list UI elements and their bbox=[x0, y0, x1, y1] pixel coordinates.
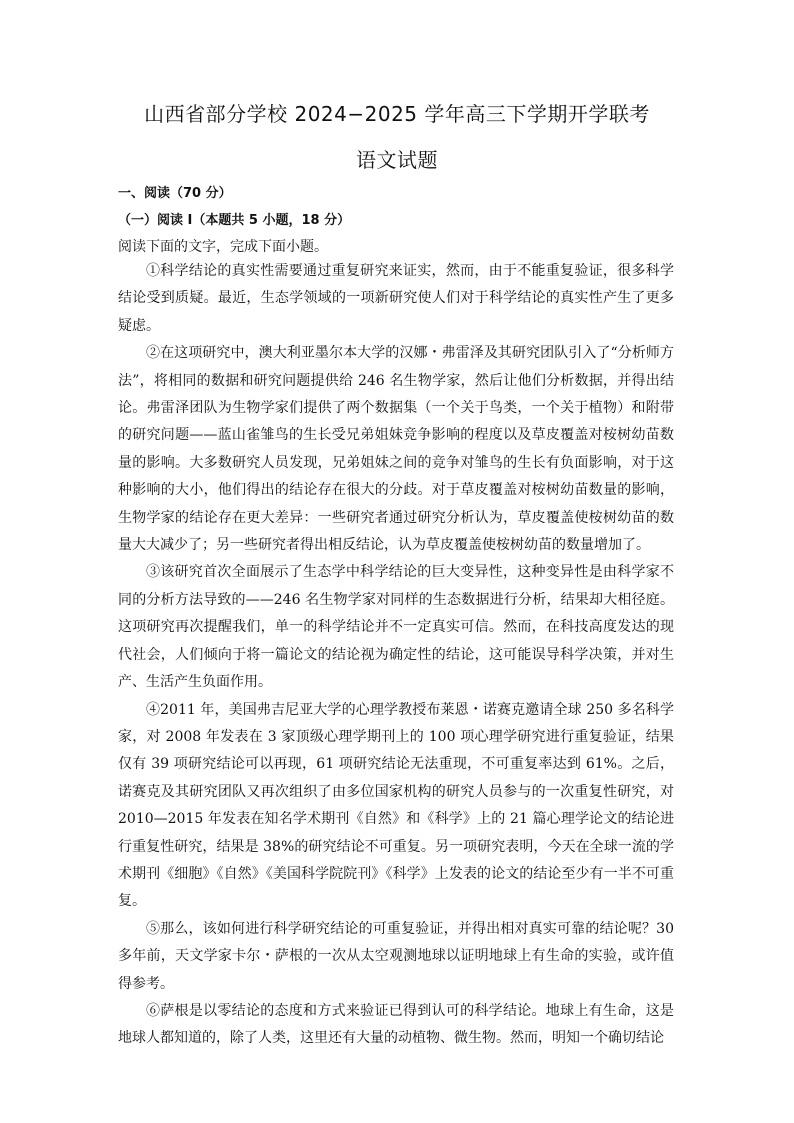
paragraph-6: ⑥萨根是以零结论的态度和方式来验证已得到认可的科学结论。地球上有生命，这是地球人都知道的，除了人类，这里还有大量的动植物、微生物。然而，明知一个确切结论 bbox=[118, 1002, 674, 1047]
passage-body bbox=[118, 258, 674, 1053]
paragraph-4: ④2011 年，美国弗吉尼亚大学的心理学教授布莱恩・诺赛克邀请全球 250 多名科学家，对 2008 年发表在 3 家顶级心理学期刊上的 100 项心理学研究进行重复验证，结果仅有 39 项研究结论可以再现，61 项研究结论无法重现，不可重复率达到 61%。之后，诺赛克及其研究团队又再次组织了由多位国家机构的研究人员参与的一次重复性研究，对 2010—2015 年发表在知名学术期刊《自然》和《科学》上的 21 篇心理学论文的结论进行重复性研究，结果是 38%的研究结论不可重复。另一项研究表明，今天在全球一流的学术期刊《细胞》《自然》《美国科学院院刊》《科学》上发表的论文的结论至少有一半不可重复。 bbox=[118, 701, 674, 910]
subsection-heading: （一）阅读 I（本题共 5 小题，18 分） bbox=[118, 213, 351, 228]
paragraph-1: ①科学结论的真实性需要通过重复研究来证实，然而，由于不能重复验证，很多科学结论受到质疑。最近，生态学领域的一项新研究使人们对于科学结论的真实性产生了更多疑虑。 bbox=[118, 263, 674, 334]
section-heading: 一、阅读（70 分） bbox=[118, 186, 232, 201]
paragraph-2: ②在这项研究中，澳大利亚墨尔本大学的汉娜・弗雷泽及其研究团队引入了“分析师方法”，将相同的数据和研究问题提供给 246 名生物学家，然后让他们分析数据，并得出结论。弗雷泽团队为生物学家们提供了两个数据集（一个关于鸟类，一个关于植物）和附带的研究问题——蓝山雀雏鸟的生长受兄弟姐妹竞争影响的程度以及草皮覆盖对桉树幼苗数量的影响。大多数研究人员发现，兄弟姐妹之间的竞争对雏鸟的生长有负面影响，对于这种影响的大小，他们得出的结论存在很大的分歧。对于草皮覆盖对桉树幼苗数量的影响，生物学家的结论存在更大差异：一些研究者通过研究分析认为，草皮覆盖使桉树幼苗的数量大大减少了；另一些研究者得出相反结论，认为草皮覆盖使桉树幼苗的数量增加了。 bbox=[118, 345, 674, 554]
paragraph-3: ③该研究首次全面展示了生态学中科学结论的巨大变异性，这种变异性是由科学家不同的分析方法导致的——246 名生物学家对同样的生态数据进行分析，结果却大相径庭。这项研究再次提醒我们，单一的科学结论并不一定真实可信。然而，在科技高度发达的现代社会，人们倾向于将一篇论文的结论视为确定性的结论，这可能误导科学决策，并对生产、生活产生负面作用。 bbox=[118, 564, 674, 691]
exam-subtitle: 语文试题 bbox=[356, 148, 438, 172]
reading-instruction: 阅读下面的文字，完成下面小题。 bbox=[118, 239, 328, 255]
exam-title: 山西省部分学校 2024−2025 学年高三下学期开学联考 bbox=[144, 102, 650, 126]
paragraph-5: ⑤那么，该如何进行科学研究结论的可重复验证，并得出相对真实可靠的结论呢？30 多年前，天文学家卡尔・萨根的一次从太空观测地球以证明地球上有生命的实验，或许值得参考。 bbox=[118, 920, 674, 992]
